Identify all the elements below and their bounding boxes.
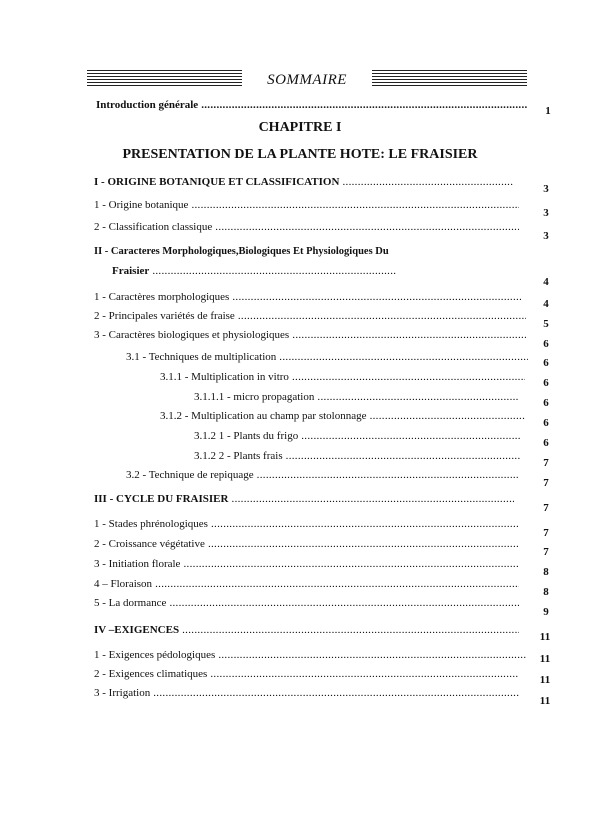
toc-entry-section-cont: Fraisier ..... — [112, 264, 396, 278]
header-rule-right — [372, 70, 527, 88]
toc-entry-subsubsub: 3.1.2 2 - Plants frais ..... — [194, 449, 520, 463]
toc-entry: 2 - Exigences climatiques ..... — [94, 667, 519, 681]
toc-entry-sub: 3.1 - Techniques de multiplication ..... — [126, 350, 528, 364]
page-number: 6 — [543, 417, 549, 429]
toc-entry: 2 - Principales variétés de fraise ..... — [94, 309, 526, 323]
page-number: 6 — [543, 377, 549, 389]
page-number: 6 — [543, 338, 549, 350]
page-number: 3 — [543, 230, 549, 242]
toc-entry: 5 - La dormance ..... — [94, 596, 519, 610]
toc-entry-subsubsub: 3.1.2 1 - Plants du frigo ..... — [194, 429, 520, 443]
toc-entry-introduction: Introduction générale ..... — [96, 98, 528, 112]
toc-entry-subsub: 3.1.1 - Multiplication in vitro ..... — [160, 370, 525, 384]
page-number: 7 — [543, 546, 549, 558]
page-number: 7 — [543, 527, 549, 539]
page-number: 4 — [543, 298, 549, 310]
toc-entry-subsubsub: 3.1.1.1 - micro propagation ..... — [194, 390, 518, 404]
toc-entry: 3 - Irrigation ..... — [94, 686, 519, 700]
toc-entry: 2 - Croissance végétative ..... — [94, 537, 519, 551]
page-number: 11 — [539, 653, 551, 665]
page-number: 1 — [545, 105, 551, 117]
toc-entry-sub: 3.2 - Technique de repiquage ..... — [126, 468, 518, 482]
page-number: 11 — [539, 674, 551, 686]
page-number: 7 — [543, 457, 549, 469]
page-number: 11 — [539, 631, 551, 643]
page-number: 6 — [543, 397, 549, 409]
toc-entry-subsub: 3.1.2 - Multiplication au champ par stolonnage ..... — [160, 409, 525, 423]
chapter-label: CHAPITRE I — [258, 120, 342, 135]
page-number: 6 — [543, 437, 549, 449]
page-number: 9 — [543, 606, 549, 618]
toc-entry: 1 - Origine botanique ..... — [94, 198, 519, 212]
page-number: 6 — [543, 357, 549, 369]
page-number: 11 — [539, 695, 551, 707]
toc-entry-section: I - ORIGINE BOTANIQUE ET CLASSIFICATION ..... — [94, 175, 514, 189]
toc-entry-section: IV –EXIGENCES ..... — [94, 623, 519, 637]
page-number: 7 — [543, 502, 549, 514]
chapter-title: PRESENTATION DE LA PLANTE HOTE: LE FRAISIER — [122, 147, 478, 162]
toc-entry: 1 - Exigences pédologiques ..... — [94, 648, 526, 662]
toc-entry: 3 - Caractères biologiques et physiologiques ..... — [94, 328, 526, 342]
page-number: 8 — [543, 586, 549, 598]
toc-entry: 3 - Initiation florale ..... — [94, 557, 519, 571]
toc-entry: 1 - Caractères morphologiques ..... — [94, 290, 521, 304]
page-number: 8 — [543, 566, 549, 578]
sommaire-title: SOMMAIRE — [267, 72, 347, 88]
toc-entry: 1 - Stades phrénologiques ..... — [94, 517, 519, 531]
page-number: 4 — [543, 276, 549, 288]
sommaire-header — [87, 70, 527, 94]
page-number: 3 — [543, 183, 549, 195]
toc-entry: 2 - Classification classique ..... — [94, 220, 519, 234]
page-number: 5 — [543, 318, 549, 330]
toc-entry-section: III - CYCLE DU FRAISIER ..... — [94, 492, 514, 506]
toc-entry: 4 – Floraison ..... — [94, 577, 519, 591]
page-number: 7 — [543, 477, 549, 489]
page-number: 3 — [543, 207, 549, 219]
toc-entry-section: II - Caracteres Morphologiques,Biologiques Et Physiologiques Du — [94, 246, 389, 257]
